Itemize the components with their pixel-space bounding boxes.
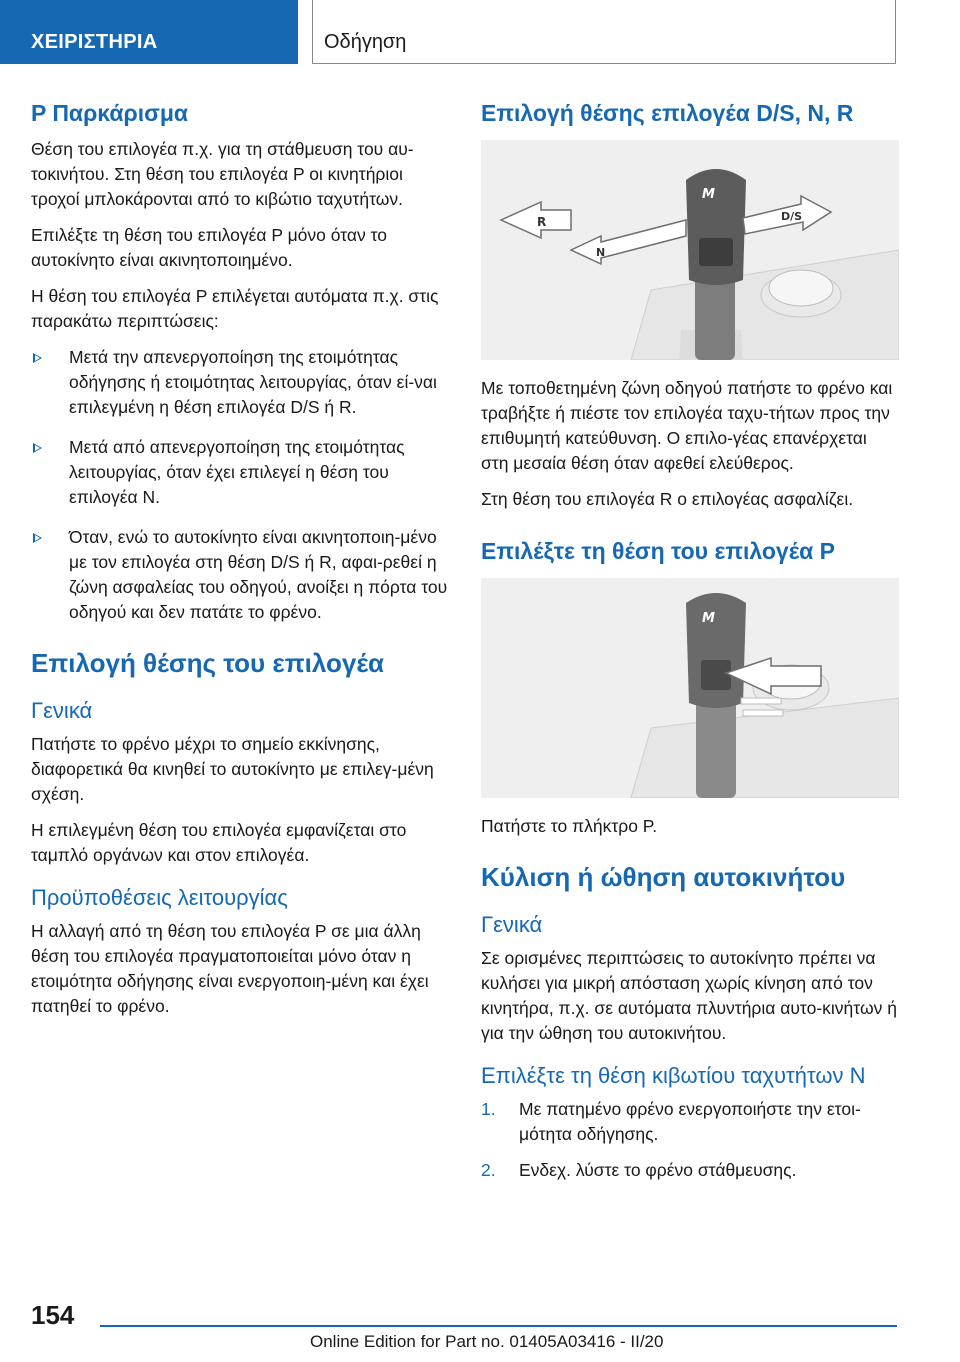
list-item-text: Όταν, ενώ το αυτοκίνητο είναι ακινητοποιη-μένο με τον επιλογέα στη θέση D/S ή R, αφαι-ρεθεί η ζώνη ασφαλείας του οδηγού, ανοίξει η πόρτα του οδηγού και δεν πατάτε το φρένο. <box>69 527 448 622</box>
edition-note: Online Edition for Part no. 01405A03416 - II/20 <box>310 1332 664 1351</box>
section-tab: ΧΕΙΡΙΣΤΗΡΙΑ <box>0 0 298 64</box>
list-item <box>31 345 449 420</box>
step-text: Με πατημένο φρένο ενεργοποιήστε την ετοι-μότητα οδήγησης. <box>519 1099 861 1144</box>
m-logo-text: M <box>702 611 715 626</box>
list-item-text: Μετά την απενεργοποίηση της ετοιμότητας οδήγησης ή ετοιμότητας λειτουργίας, όταν εί-ναι επιλεγμένη η θέση επιλογέα D/S ή R. <box>69 347 437 417</box>
step-number: 2. <box>481 1160 496 1180</box>
step-number: 1. <box>481 1099 496 1119</box>
p-button-figure <box>481 578 899 798</box>
triangle-bullet-icon <box>33 533 42 543</box>
select-p-heading: Επιλέξτε τη θέση του επιλογέα P <box>481 538 835 564</box>
page-number: 154 <box>31 1300 75 1330</box>
list-item <box>31 525 449 625</box>
park-heading: P Παρκάρισμα <box>31 100 189 126</box>
general-heading: Γενικά <box>31 698 93 723</box>
step-item <box>481 1158 899 1183</box>
dsnr-paragraph-1: Με τοποθετημένη ζώνη οδηγού πατήστε το φρένο και τραβήξτε ή πιέστε τον επιλογέα ταχυ-τήτων προς την επιθυμητή κατεύθυνση. Ο επιλο-γέας επανέρχεται στη μεσαία θέση όταν αφεθεί ελεύθερος. <box>481 378 893 473</box>
chapter-title: Οδήγηση <box>312 0 896 64</box>
m-logo-text: M <box>702 187 715 202</box>
prerequisites-paragraph: Η αλλαγή από τη θέση του επιλογέα P σε μια άλλη θέση του επιλογέα πραγματοποιείται μόνο όταν η ετοιμότητα οδήγησης είναι ενεργοποιη-μένη και έχει πατηθεί το φρένο. <box>31 921 429 1016</box>
rolling-heading: Κύλιση ή ώθηση αυτοκινήτου <box>481 862 846 892</box>
dsnr-paragraph-2: Στη θέση του επιλογέα R ο επιλογέας ασφαλίζει. <box>481 489 854 509</box>
r-label: R <box>537 215 547 229</box>
rolling-paragraph: Σε ορισμένες περιπτώσεις το αυτοκίνητο πρέπει να κυλήσει για μικρή απόσταση χωρίς κίνηση από τον κινητήρα, π.χ. σε αυτόματα πλυντήρια αυτο-κινήτων ή για την ώθηση του αυτοκινήτου. <box>481 948 897 1043</box>
dsnr-heading: Επιλογή θέσης επιλογέα D/S, N, R <box>481 100 854 126</box>
left-column <box>31 98 449 1030</box>
press-p-paragraph: Πατήστε το πλήκτρο P. <box>481 816 658 836</box>
triangle-bullet-icon <box>33 443 42 453</box>
prerequisites-heading: Προϋποθέσεις λειτουργίας <box>31 885 288 910</box>
general-paragraph-2: Η επιλεγμένη θέση του επιλογέα εμφανίζεται στο ταμπλό οργάνων και στον επιλογέα. <box>31 820 407 865</box>
rolling-general-heading: Γενικά <box>481 912 543 937</box>
p-button-illustration <box>481 578 899 798</box>
general-paragraph-1: Πατήστε το φρένο μέχρι το σημείο εκκίνησης, διαφορετικά θα κινηθεί το αυτοκίνητο με επιλεγ-μένη σχέση. <box>31 734 434 804</box>
gear-selector-illustration <box>481 140 899 360</box>
right-column <box>481 98 899 1194</box>
ds-label: D/S <box>781 210 803 223</box>
park-paragraph-1: Θέση του επιλογέα π.χ. για τη στάθμευση του αυ-τοκινήτου. Στη θέση του επιλογέα P οι κινητήριοι τροχοί μπλοκάρονται από το κιβώτιο ταχυτήτων. <box>31 139 414 209</box>
gear-selector-figure <box>481 140 899 360</box>
list-item-text: Μετά από απενεργοποίηση της ετοιμότητας λειτουργίας, όταν έχει επιλεγεί η θέση του επιλογέα N. <box>69 437 405 507</box>
step-text: Ενδεχ. λύστε το φρένο στάθμευσης. <box>519 1160 797 1180</box>
select-n-heading: Επιλέξτε τη θέση κιβωτίου ταχυτήτων N <box>481 1063 866 1088</box>
park-paragraph-2: Επιλέξτε τη θέση του επιλογέα P μόνο όταν το αυτοκίνητο είναι ακινητοποιημένο. <box>31 225 388 270</box>
list-item <box>31 435 449 510</box>
footer-divider <box>100 1325 897 1327</box>
auto-park-list <box>31 345 449 625</box>
steps-list <box>481 1097 899 1183</box>
n-label: N <box>596 246 606 259</box>
select-position-heading: Επιλογή θέσης του επιλογέα <box>31 648 385 678</box>
park-paragraph-3: Η θέση του επιλογέα P επιλέγεται αυτόματα π.χ. στις παρακάτω περιπτώσεις: <box>31 286 439 331</box>
step-item <box>481 1097 899 1147</box>
triangle-bullet-icon <box>33 353 42 363</box>
